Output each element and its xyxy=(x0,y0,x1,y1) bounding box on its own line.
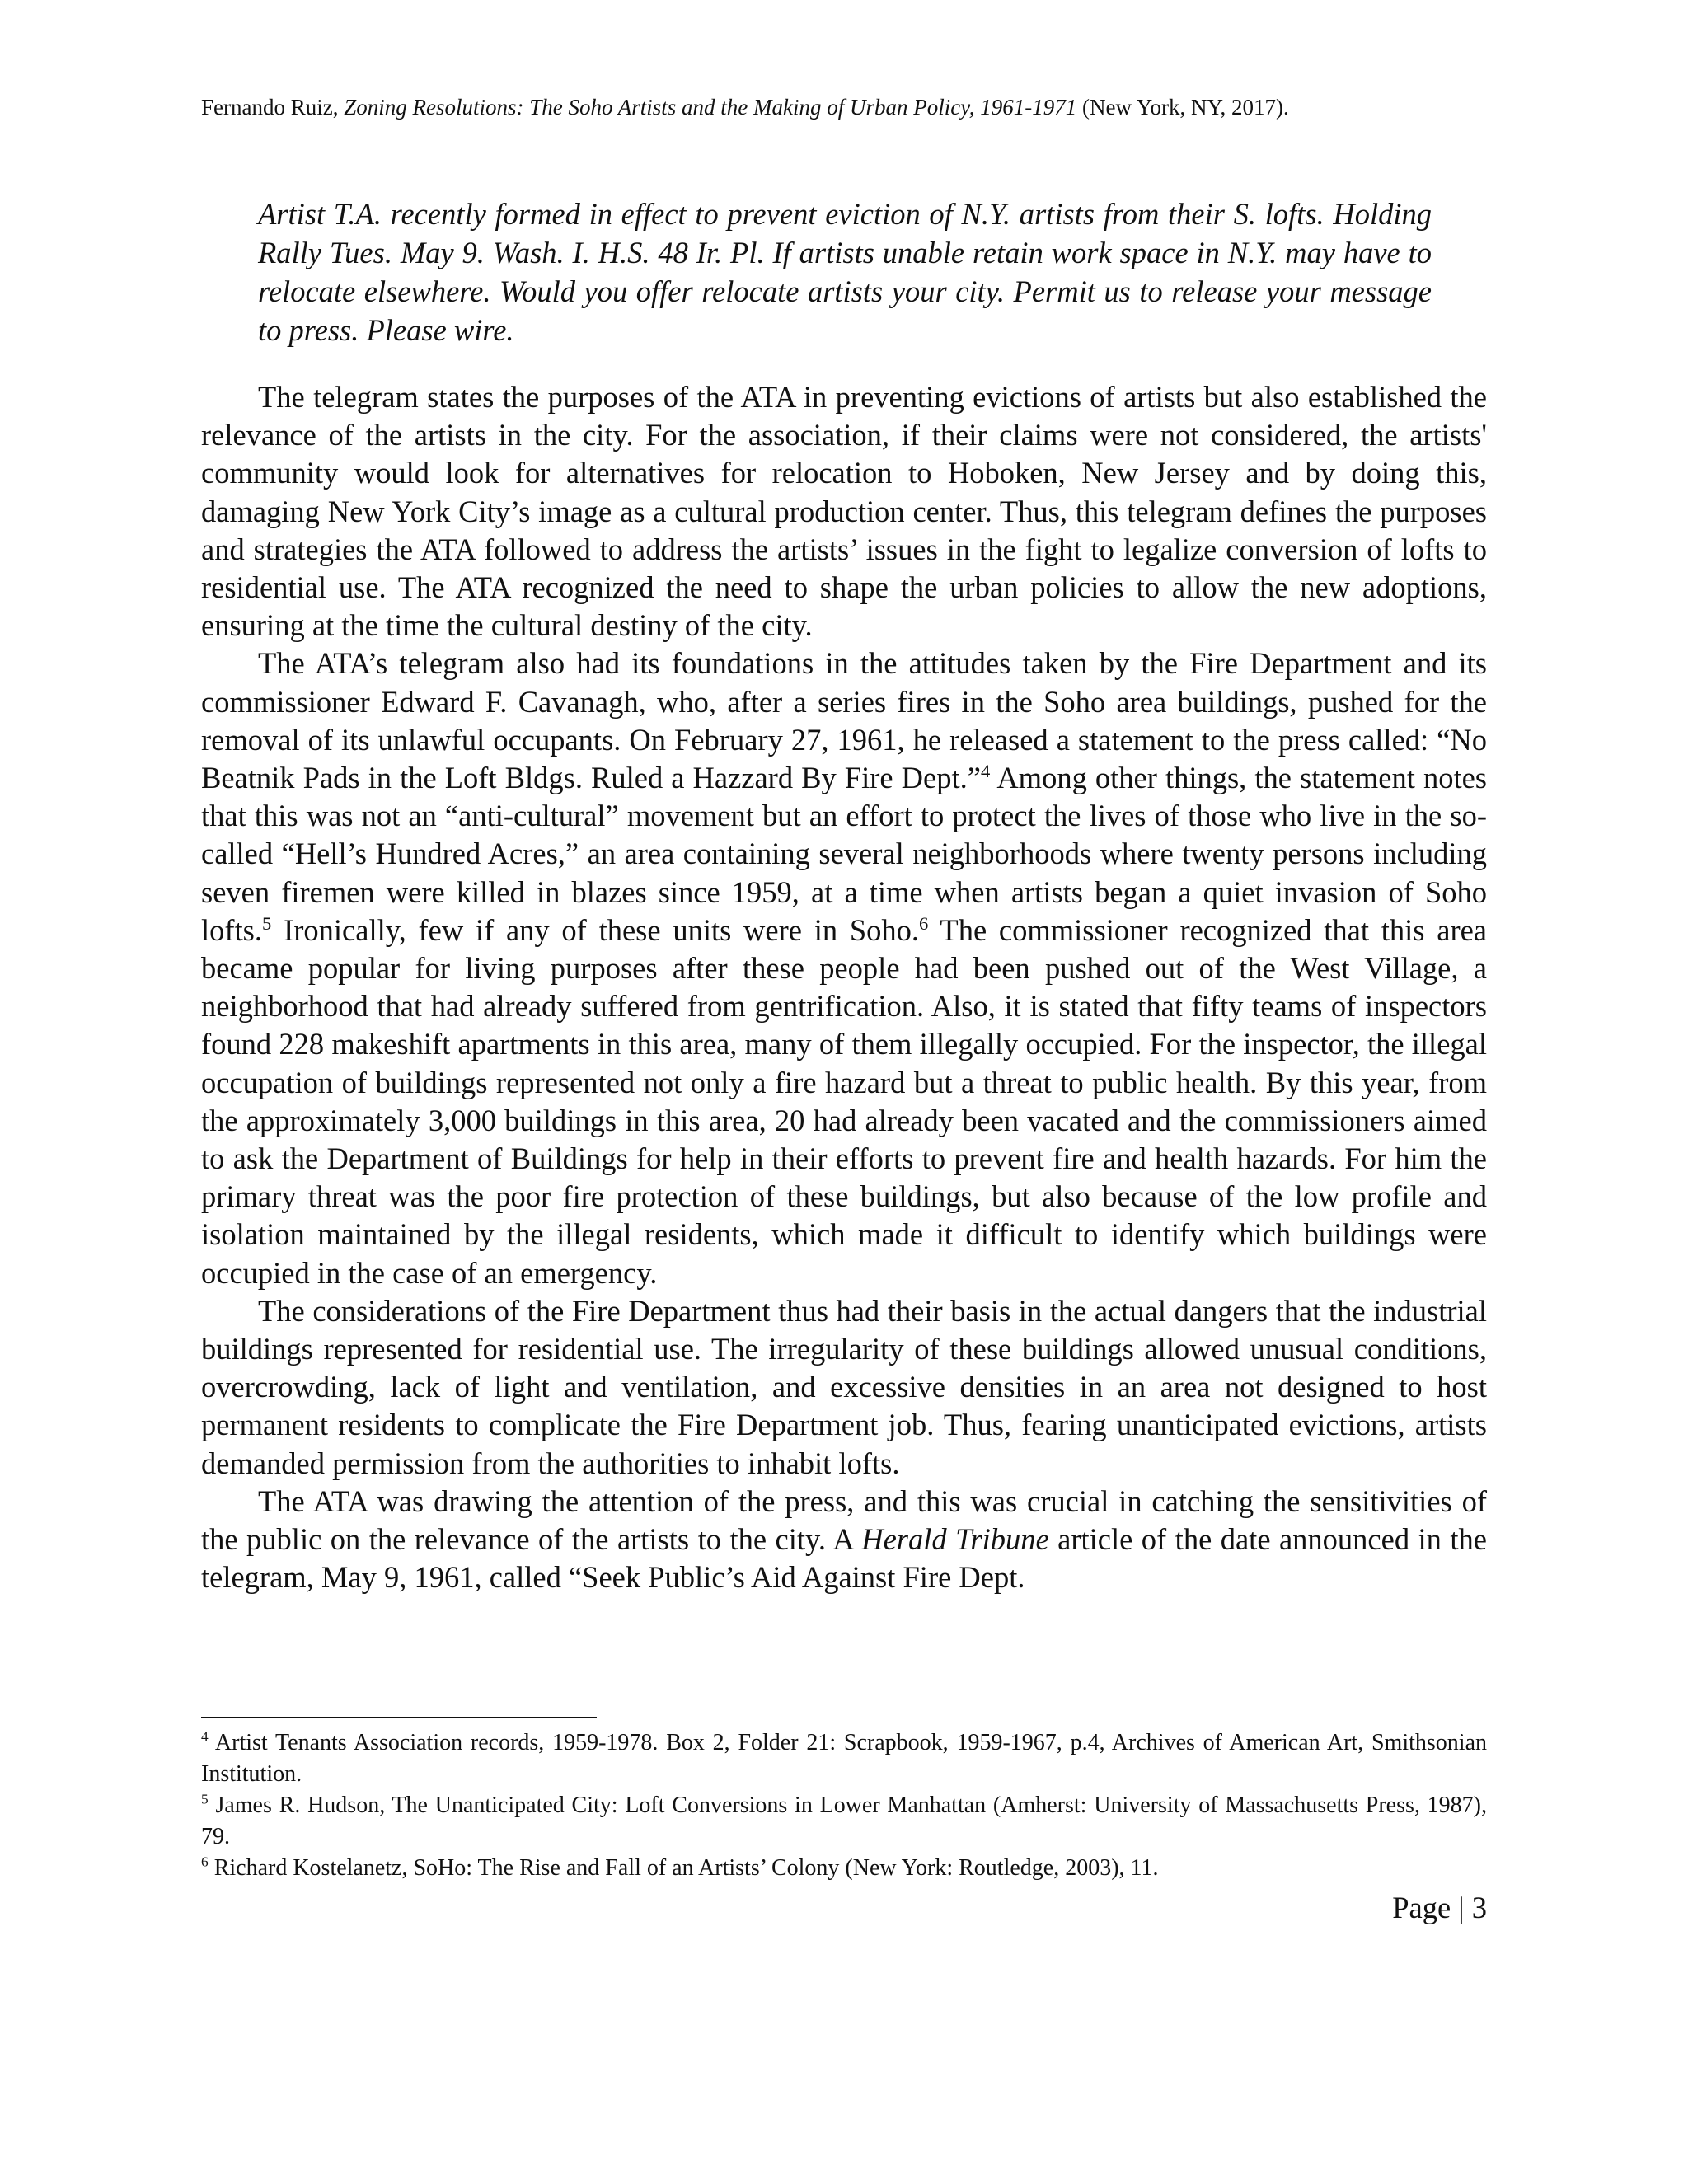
paragraph-4 xyxy=(201,1483,1487,1597)
footnote-ref-6[interactable]: 6 xyxy=(919,912,929,934)
footnote-4 xyxy=(201,1727,1487,1790)
footnote-separator xyxy=(201,1717,597,1718)
footnote-ref-5[interactable]: 5 xyxy=(262,912,272,934)
paragraph-2-text-d: The commissioner recognized that this area became popular for living purposes after these people had been pushed out of the West Village, a neighborhood that had already suffered from gentrification. Also, it is stated that fifty teams of inspectors found 228 makeshift apartments in this area, many of them illegally occupied. For the inspector, the illegal occupation of buildings represented not only a fire hazard but a threat to public health. By this year, from the approximately 3,000 buildings in this area, 20 had already been vacated and the commissioners aimed to ask the Department of Buildings for help in their efforts to prevent fire and health hazards. For him the primary threat was the poor fire protection of these buildings, but also because of the low profile and isolation maintained by the illegal residents, which made it difficult to identify which buildings were occupied in the case of an emergency. xyxy=(201,912,1488,1290)
paragraph-3: The considerations of the Fire Department thus had their basis in the actual dangers that the industrial buildings represented for residential use. The irregularity of these buildings allowed unusual conditions, overcrowding, lack of light and ventilation, and excessive densities in an area not designed to host permanent residents to complicate the Fire Department job. Thus, fearing unanticipated evictions, artists demanded permission from the authorities to inhabit lofts. xyxy=(201,1293,1487,1480)
footnote-6 xyxy=(201,1853,1487,1884)
running-header xyxy=(201,92,1487,122)
footnote-text: Artist Tenants Association records, 1959-1978. Box 2, Folder 21: Scrapbook, 1959-1967, p.4, Archives of American Art, Smithsonian Institution. xyxy=(201,1730,1487,1787)
paragraph-2 xyxy=(201,644,1487,1291)
paragraph-1: The telegram states the purposes of the ATA in preventing evictions of artists but also established the relevance of the artists in the city. For the association, if their claims were not considered, the artists' community would look for alternatives for relocation to Hoboken, New Jersey and by doing this, damaging New York City’s image as a cultural production center. Thus, this telegram defines the purposes and strategies the ATA followed to address the artists’ issues in the fight to legalize conversion of lofts to residential use. The ATA recognized the need to shape the urban policies to allow the new adoptions, ensuring at the time the cultural destiny of the city. xyxy=(201,380,1487,643)
paragraph-2-text-c: Ironically, few if any of these units were in Soho. xyxy=(271,912,920,947)
footnote-text: James R. Hudson, The Unanticipated City: Loft Conversions in Lower Manhattan (Amherst: University of Massachusetts Press, 1987), 79. xyxy=(201,1793,1487,1849)
footnotes xyxy=(201,1727,1487,1884)
footnote-text: Richard Kostelanetz, SoHo: The Rise and Fall of an Artists’ Colony (New York: Routledge, 2003), 11. xyxy=(208,1855,1159,1881)
body-text xyxy=(201,378,1487,1597)
footnote-number: 4 xyxy=(201,1728,209,1745)
paragraph-2-text-b: Among other things, the statement notes that this was not an “anti-cultural” movement but an effort to protect the lives of those who live in the so-called “Hell’s Hundred Acres,” an area containing several neighborhoods where twenty persons including seven firemen were killed in blazes since 1959, at a time when artists began a quiet invasion of Soho lofts. xyxy=(201,761,1487,947)
footnote-5 xyxy=(201,1790,1487,1853)
telegram-block-quote: Artist T.A. recently formed in effect to prevent eviction of N.Y. artists from their S. lofts. Holding Rally Tues. May 9. Wash. I. H.S. 48 Ir. Pl. If artists unable retain work space in N.Y. may have to relocate elsewhere. Would you offer relocate artists your city. Permit us to release your message to press. Please wire. xyxy=(258,197,1432,347)
footnote-number: 5 xyxy=(201,1791,209,1807)
header-title: Zoning Resolutions: The Soho Artists and the Making of Urban Policy, 1961-1971 xyxy=(344,95,1077,120)
paragraph-4-italic: Herald Tribune xyxy=(861,1522,1049,1557)
header-publication: (New York, NY, 2017). xyxy=(1076,95,1289,120)
paragraph-2-text-a: The ATA’s telegram also had its foundations in the attitudes taken by the Fire Department and its commissioner Edward F. Cavanagh, who, after a series fires in the Soho area buildings, pushed for the removal of its unlawful occupants. On February 27, 1961, he released a statement to the press called: “No Beatnik Pads in the Loft Bldgs. Ruled a Hazzard By Fire Dept.” xyxy=(201,646,1487,795)
footnote-ref-4[interactable]: 4 xyxy=(980,760,991,781)
header-author: Fernando Ruiz, xyxy=(201,95,345,120)
paragraph-4-text-b: article of the date announced in the telegram, May 9, 1961, called “Seek Public’s Aid Against Fire Dept. xyxy=(201,1522,1487,1595)
paragraph-4-text-a: The ATA was drawing the attention of the press, and this was crucial in catching the sensitivities of the public on the relevance of the artists to the city. A xyxy=(201,1483,1487,1557)
page-number: Page | 3 xyxy=(1392,1891,1487,1924)
footnote-number: 6 xyxy=(201,1854,209,1870)
